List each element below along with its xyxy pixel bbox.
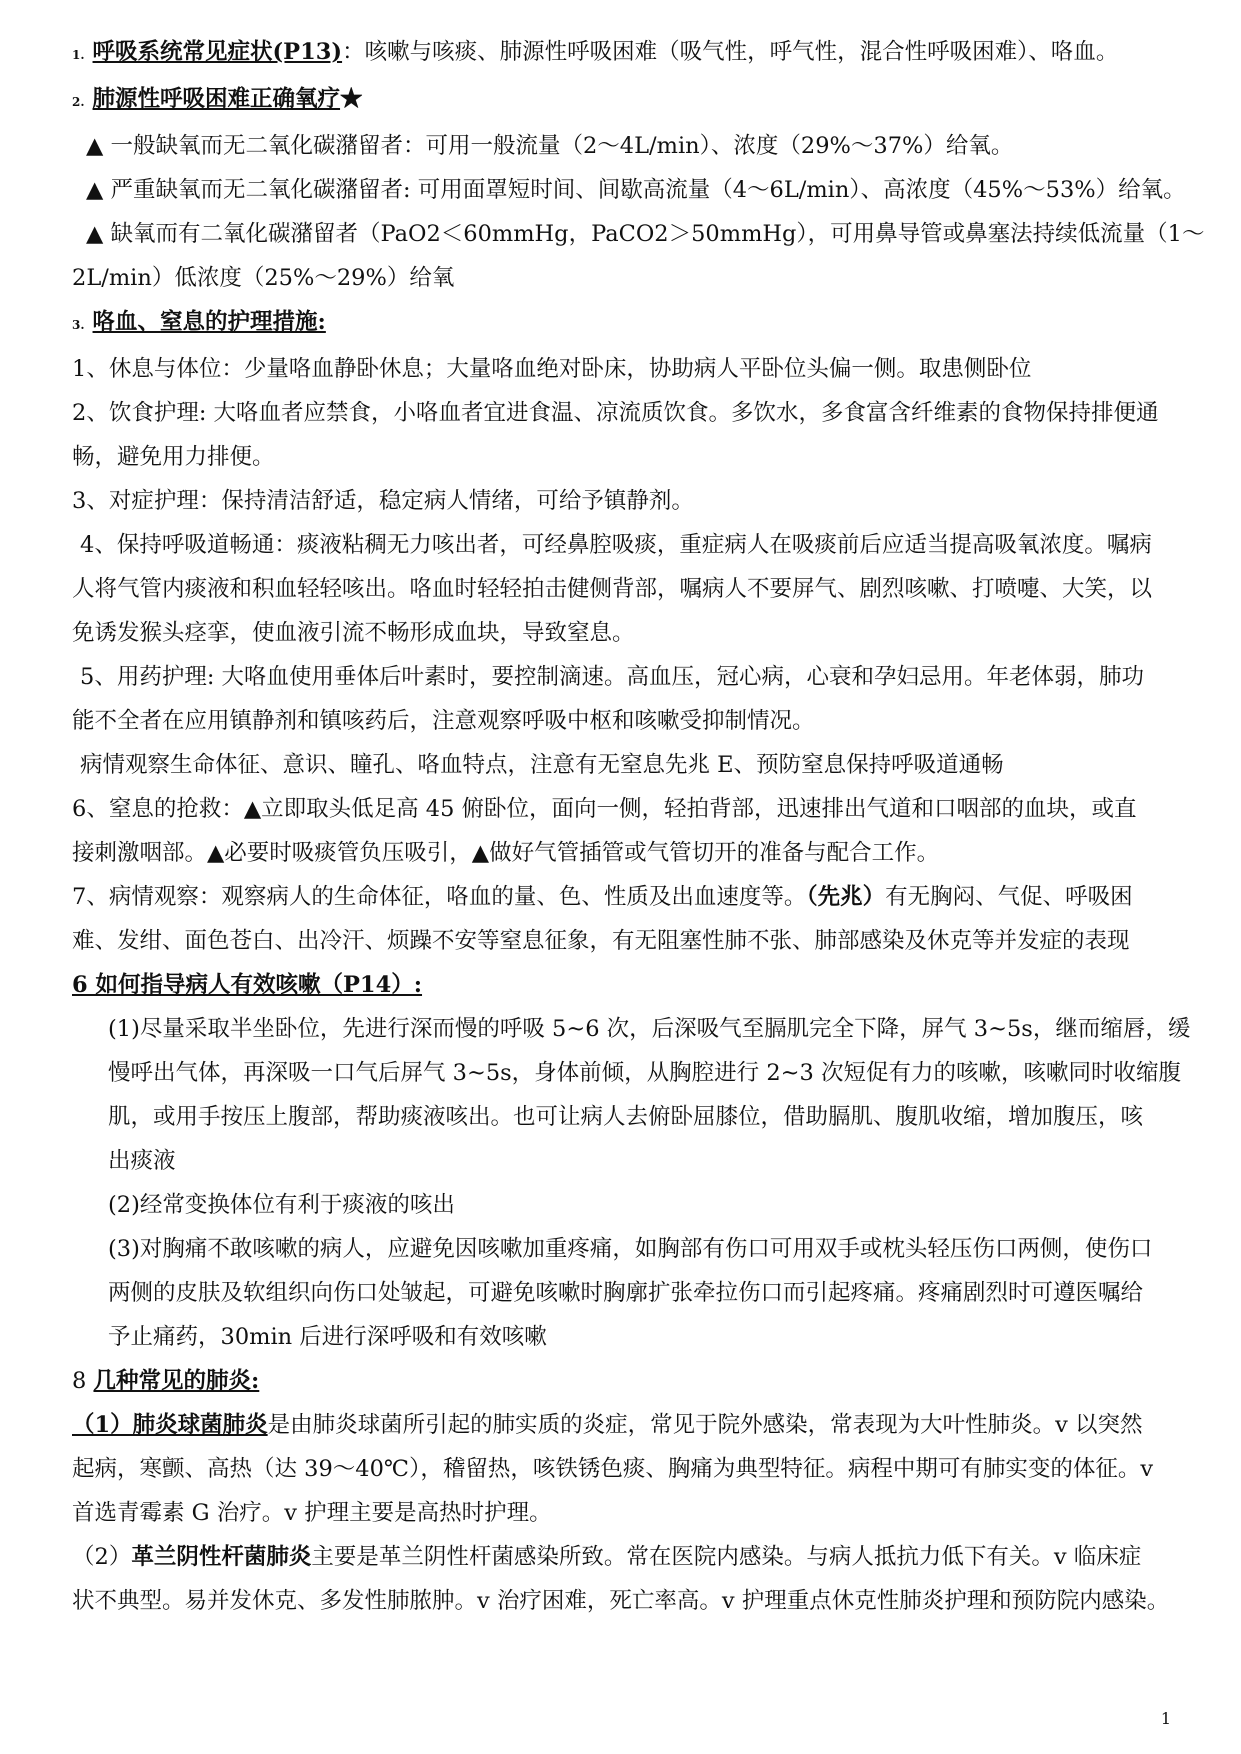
- care-item-7-bold: （先兆）: [806, 884, 886, 910]
- pneumonia-type-2-prefix: （2）: [72, 1544, 132, 1570]
- oxygen-rule-2: ▲ 严重缺氧而无二氧化碳潴留者: 可用面罩短时间、间歇高流量（4～6L/min）、高浓度（45%～53%）给氧。: [86, 177, 1186, 203]
- section-2-number: 2.: [72, 95, 85, 109]
- section-2-title: 肺源性呼吸困难正确氧疗: [92, 86, 341, 112]
- pneumonia-type-1-cont-1: 起病，寒颤、高热（达 39～40℃），稽留热，咳铁锈色痰、胸痛为典型特征。病程中期可有肺实变的体征。v: [72, 1456, 1154, 1482]
- care-item-6-cont: 接刺激咽部。▲必要时吸痰管负压吸引，▲做好气管插管或气管切开的准备与配合工作。: [72, 840, 940, 866]
- care-item-1: 1、休息与体位：少量咯血静卧休息；大量咯血绝对卧床，协助病人平卧位头偏一侧。取患侧卧位: [72, 356, 1032, 382]
- care-item-2-cont: 畅，避免用力排便。: [72, 444, 275, 470]
- section-3-title: 咯血、窒息的护理措施:: [92, 309, 326, 335]
- care-item-7-text: 7、病情观察：观察病人的生命体征，咯血的量、色、性质及出血速度等。: [72, 884, 807, 910]
- cough-step-3: (3)对胸痛不敢咳嗽的病人，应避免因咳嗽加重疼痛，如胸部有伤口可用双手或枕头轻压伤口两侧，使伤口: [108, 1236, 1153, 1262]
- cough-step-3-cont-1: 两侧的皮肤及软组织向伤口处皱起，可避免咳嗽时胸廓扩张牵拉伤口而引起疼痛。疼痛剧烈时可遵医嘱给: [108, 1280, 1144, 1306]
- page-number: 1: [1160, 1709, 1171, 1728]
- cough-step-3-cont-2: 予止痛药，30min 后进行深呼吸和有效咳嗽: [108, 1324, 547, 1350]
- section-1: [72, 30, 1182, 77]
- section-3-number: 3.: [72, 318, 85, 332]
- section-3-heading: [72, 300, 1182, 347]
- section-8-heading: [72, 1359, 1182, 1403]
- pneumonia-type-1-cont-2: 首选青霉素 G 治疗。v 护理主要是高热时护理。: [72, 1500, 552, 1526]
- oxygen-rule-3-cont: 2L/min）低浓度（25%～29%）给氧: [72, 265, 455, 291]
- section-1-text: ：咳嗽与咳痰、肺源性呼吸困难（吸气性，呼气性，混合性呼吸困难）、咯血。: [342, 39, 1119, 65]
- care-item-7-tail: 有无胸闷、气促、呼吸困: [885, 884, 1133, 910]
- section-8-title: 几种常见的肺炎:: [93, 1368, 260, 1394]
- care-item-7: [72, 875, 1182, 919]
- care-observation-note: 病情观察生命体征、意识、瞳孔、咯血特点，注意有无窒息先兆 E、预防窒息保持呼吸道通畅: [80, 752, 1004, 778]
- section-6-title: 6 如何指导病人有效咳嗽（P14）:: [72, 972, 423, 998]
- section-8-number: 8: [72, 1368, 94, 1394]
- care-item-5-cont: 能不全者在应用镇静剂和镇咳药后，注意观察呼吸中枢和咳嗽受抑制情况。: [72, 708, 815, 734]
- cough-step-1: (1)尽量采取半坐卧位，先进行深而慢的呼吸 5~6 次，后深吸气至膈肌完全下降，屏气 3~5s，继而缩唇，缓: [108, 1016, 1191, 1042]
- star-icon: ★: [340, 86, 363, 112]
- care-item-4-cont-2: 免诱发猴头痉挛，使血液引流不畅形成血块，导致窒息。: [72, 620, 635, 646]
- pneumonia-type-1: [72, 1403, 1182, 1447]
- pneumonia-type-2-cont: 状不典型。易并发休克、多发性肺脓肿。v 治疗困难，死亡率高。v 护理重点休克性肺炎护理和预防院内感染。: [72, 1588, 1170, 1614]
- care-item-2: 2、饮食护理: 大咯血者应禁食，小咯血者宜进食温、凉流质饮食。多饮水，多食富含纤维素的食物保持排便通: [72, 400, 1159, 426]
- cough-step-1-cont-3: 出痰液: [108, 1148, 176, 1174]
- document-page: [72, 30, 1205, 1623]
- care-item-4-cont-1: 人将气管内痰液和积血轻轻咳出。咯血时轻轻拍击健侧背部，嘱病人不要屏气、剧烈咳嗽、打喷嚏、大笑，以: [72, 576, 1153, 602]
- pneumonia-type-2-label: 革兰阴性杆菌肺炎: [131, 1544, 312, 1570]
- pneumonia-type-2-text: 主要是革兰阴性杆菌感染所致。常在医院内感染。与病人抵抗力低下有关。v 临床症: [311, 1544, 1142, 1570]
- cough-step-1-cont-2: 肌，或用手按压上腹部，帮助痰液咳出。也可让病人去俯卧屈膝位，借助膈肌、腹肌收缩，增加腹压，咳: [108, 1104, 1144, 1130]
- cough-step-2: (2)经常变换体位有利于痰液的咳出: [108, 1192, 455, 1218]
- pneumonia-type-1-text: 是由肺炎球菌所引起的肺实质的炎症，常见于院外感染，常表现为大叶性肺炎。v 以突然: [267, 1412, 1143, 1438]
- care-item-7-cont: 难、发绀、面色苍白、出冷汗、烦躁不安等窒息征象，有无阻塞性肺不张、肺部感染及休克等并发症的表现: [72, 928, 1130, 954]
- section-2-heading: [72, 77, 1182, 124]
- care-item-5: 5、用药护理: 大咯血使用垂体后叶素时，要控制滴速。高血压，冠心病，心衰和孕妇忌用。年老体弱，肺功: [80, 664, 1145, 690]
- care-item-6: 6、窒息的抢救：▲立即取头低足高 45 俯卧位，面向一侧，轻拍背部，迅速排出气道和口咽部的血块，或直: [72, 796, 1137, 822]
- pneumonia-type-2: [72, 1535, 1182, 1579]
- care-item-4: 4、保持呼吸道畅通：痰液粘稠无力咳出者，可经鼻腔吸痰，重症病人在吸痰前后应适当提高吸氧浓度。嘱病: [80, 532, 1152, 558]
- section-1-number: 1.: [72, 48, 85, 62]
- care-item-3: 3、对症护理：保持清洁舒适，稳定病人情绪，可给予镇静剂。: [72, 488, 694, 514]
- pneumonia-type-1-label: （1）肺炎球菌肺炎: [72, 1412, 268, 1438]
- oxygen-rule-1: ▲ 一般缺氧而无二氧化碳潴留者：可用一般流量（2～4L/min）、浓度（29%～37%）给氧。: [86, 133, 1014, 159]
- oxygen-rule-3: ▲ 缺氧而有二氧化碳潴留者（PaO2＜60mmHg，PaCO2＞50mmHg），可用鼻导管或鼻塞法持续低流量（1～: [86, 221, 1205, 247]
- section-6-heading: [72, 963, 1182, 1007]
- cough-step-1-cont-1: 慢呼出气体，再深吸一口气后屏气 3~5s，身体前倾，从胸腔进行 2~3 次短促有力的咳嗽，咳嗽同时收缩腹: [108, 1060, 1181, 1086]
- section-1-title: 呼吸系统常见症状(P13): [92, 39, 343, 65]
